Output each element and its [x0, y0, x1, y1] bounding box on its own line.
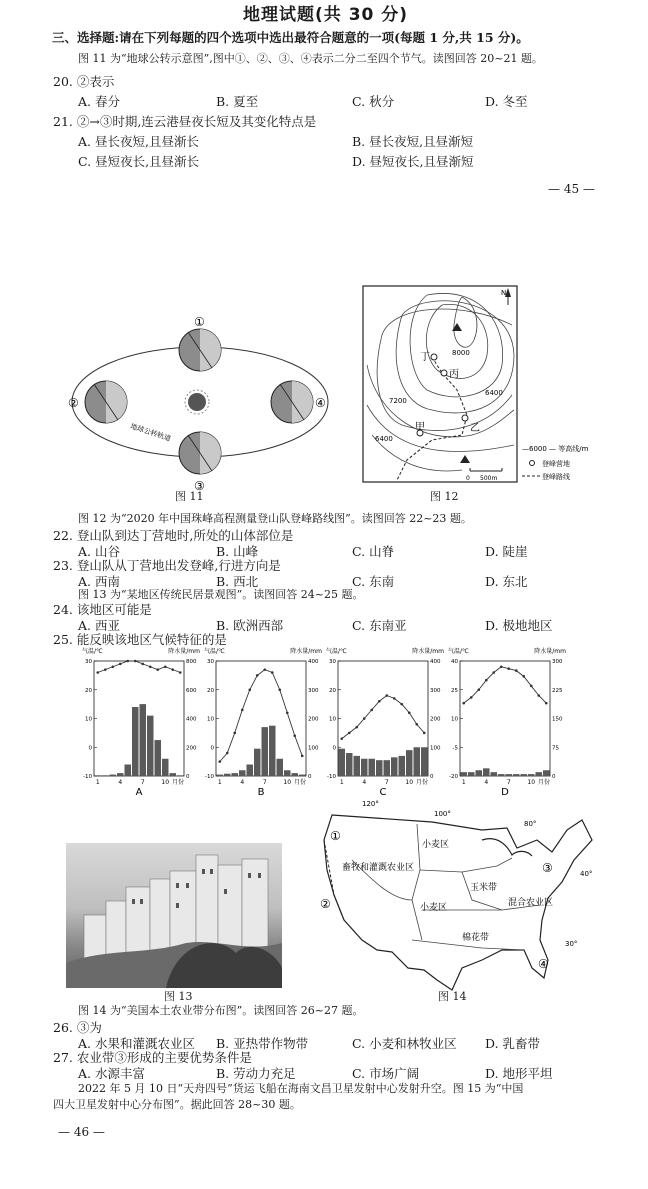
lat-30: 30° — [565, 940, 578, 948]
fig14-label-4: ④ — [538, 957, 549, 971]
precip-bar — [284, 770, 291, 776]
precip-bar — [177, 775, 184, 776]
precip-tick-label: 200 — [308, 716, 319, 723]
intro-fig15-line2: 四大卫星发射中心分布图”。据此回答 28~30 题。 — [53, 1098, 301, 1111]
x-tick-label: 1 — [339, 779, 344, 786]
precip-bar — [155, 740, 162, 776]
legend-route: 登峰路线 — [542, 473, 570, 481]
region-mixed: 混合农业区 — [508, 898, 554, 908]
precip-bar — [406, 750, 413, 776]
precip-bar — [140, 704, 147, 776]
region-range-irrigation: 畜牧和灌溉农业区 — [342, 863, 415, 873]
precip-bar — [468, 772, 475, 776]
q24-stem: 24. 该地区可能是 — [53, 602, 152, 617]
x-tick-label: 4 — [240, 779, 245, 786]
precip-bar — [224, 774, 231, 776]
precip-bar — [254, 749, 261, 776]
temp-point — [530, 685, 533, 688]
temp-point — [278, 688, 281, 691]
x-tick-label: 10 — [527, 779, 536, 786]
climate-chart-B — [204, 643, 322, 798]
climate-chart-A — [82, 643, 200, 798]
figure-11-orbit — [60, 310, 330, 500]
page-number-46: — 46 — — [58, 1125, 105, 1139]
precip-bar — [414, 747, 421, 776]
precip-bar — [376, 760, 383, 776]
precip-bar — [498, 774, 505, 776]
precip-tick-label: 200 — [186, 745, 197, 752]
temp-line — [464, 667, 547, 703]
precip-bar — [391, 757, 398, 776]
temp-point — [415, 723, 418, 726]
region-wheat-south: 小麦区 — [420, 903, 448, 913]
q26-option-a[interactable]: A. 水果和灌溉农业区 — [78, 1036, 195, 1051]
precip-tick-label: 0 — [308, 774, 312, 780]
fig11-caption: 图 11 — [175, 490, 204, 503]
intro-fig12: 图 12 为“2020 年中国珠峰高程测量登山队登峰路线图”。读图回答 22~23 题。 — [78, 512, 472, 525]
legend-camp: 登峰营地 — [542, 460, 570, 468]
temp-point — [149, 665, 152, 668]
x-tick-label: 4 — [484, 779, 489, 786]
camp-yi — [462, 415, 468, 421]
chart-label: C — [379, 787, 387, 798]
temp-tick-label: 30 — [329, 659, 336, 665]
temp-tick-label: -10 — [327, 774, 336, 780]
fig13-photo — [66, 843, 282, 988]
ylabel-right: 降水量/mm — [534, 648, 566, 655]
temp-tick-label: -10 — [205, 774, 214, 780]
precip-tick-label: 400 — [186, 716, 197, 723]
q22-option-d[interactable]: D. 陡崖 — [485, 544, 528, 559]
temp-point — [408, 711, 411, 714]
q23-option-d[interactable]: D. 东北 — [485, 574, 528, 589]
lon-80: 80° — [524, 820, 537, 828]
precip-bar — [361, 759, 368, 776]
section-heading: 三、选择题:请在下列每题的四个选项中选出最符合题意的一项(每题 1 分,共 15 分)。 — [52, 30, 529, 45]
temp-tick-label: 10 — [85, 716, 92, 723]
orbit-label: 地球公转轨道 — [129, 422, 172, 443]
temp-point — [119, 663, 122, 666]
temp-line — [220, 670, 303, 762]
legend-contour: —6000 — 等高线/m — [522, 445, 589, 453]
precip-bar — [384, 760, 391, 776]
lon-120: 120° — [362, 800, 379, 808]
xlabel: 月份 — [415, 779, 428, 786]
q24-option-c[interactable]: C. 东南亚 — [352, 618, 407, 633]
xlabel: 月份 — [293, 779, 306, 786]
q27-option-b[interactable]: B. 劳动力充足 — [216, 1066, 296, 1081]
precip-tick-label: 200 — [430, 716, 441, 723]
temp-point — [256, 674, 259, 677]
legend-camp-icon — [530, 461, 535, 466]
ylabel-right: 降水量/mm — [412, 648, 444, 655]
q26-option-b[interactable]: B. 亚热带作物带 — [216, 1036, 309, 1051]
temp-point — [301, 755, 304, 758]
climate-chart-D — [448, 643, 566, 798]
fig12-caption: 图 12 — [430, 490, 459, 503]
label-ding: 丁 — [420, 352, 430, 363]
q26-option-d[interactable]: D. 乳畜带 — [485, 1036, 541, 1051]
earth-1 — [179, 329, 221, 371]
precip-bar — [506, 774, 513, 776]
temp-point — [126, 660, 129, 663]
earth-3 — [179, 432, 221, 474]
q24-option-d[interactable]: D. 极地地区 — [485, 618, 553, 633]
fig11-label-3: ③ — [194, 479, 205, 493]
temp-tick-label: 30 — [207, 659, 214, 665]
xlabel: 月份 — [171, 779, 184, 786]
precip-tick-label: 300 — [308, 687, 319, 694]
precip-bar — [543, 770, 550, 776]
precip-bar — [262, 727, 269, 776]
q21-option-d[interactable]: D. 昼短夜长,且昼渐短 — [352, 154, 474, 169]
temp-tick-label: 20 — [329, 687, 336, 694]
precip-bar — [232, 773, 239, 776]
precip-tick-label: 300 — [430, 687, 441, 694]
x-tick-label: 10 — [283, 779, 292, 786]
temp-point — [485, 679, 488, 682]
temp-point — [293, 734, 296, 737]
temp-tick-label: 10 — [207, 716, 214, 723]
precip-tick-label: 0 — [430, 774, 434, 780]
q24-option-a[interactable]: A. 西亚 — [78, 618, 120, 633]
q22-option-b[interactable]: B. 山峰 — [216, 544, 259, 559]
q27-option-a[interactable]: A. 水源丰富 — [78, 1066, 145, 1081]
temp-point — [545, 702, 548, 705]
precip-bar — [292, 773, 299, 776]
q27-option-c[interactable]: C. 市场广阔 — [352, 1066, 420, 1081]
precip-bar — [269, 726, 276, 776]
temp-tick-label: 0 — [88, 745, 92, 752]
precip-bar — [369, 759, 376, 776]
figure-14-us-agri-map — [312, 800, 602, 1000]
sun — [188, 393, 206, 411]
temp-tick-label: 30 — [85, 659, 92, 665]
fig14-label-3: ③ — [542, 861, 553, 875]
ylabel-right: 降水量/mm — [290, 648, 322, 655]
precip-bar — [476, 770, 483, 776]
temp-point — [164, 665, 167, 668]
q25-stem: 25. 能反映该地区气候特征的是 — [53, 632, 227, 647]
x-tick-label: 4 — [118, 779, 123, 786]
ylabel-left: 气温/℃ — [448, 648, 469, 655]
label-yi: 乙 — [470, 423, 480, 434]
precip-bar — [170, 773, 177, 776]
precip-bar — [217, 775, 224, 776]
temp-point — [156, 668, 159, 671]
precip-bar — [110, 775, 117, 776]
region-corn-belt: 玉米带 — [470, 883, 498, 893]
chart-label: A — [135, 787, 143, 798]
fig14-caption: 图 14 — [438, 990, 467, 1003]
plot-frame — [94, 661, 184, 776]
earth-4 — [271, 381, 313, 423]
ylabel-left: 气温/℃ — [82, 648, 103, 655]
precip-bar — [483, 768, 490, 776]
temp-point — [241, 709, 244, 712]
precip-bar — [125, 765, 132, 777]
fig11-label-1: ① — [194, 315, 205, 329]
q20-option-d[interactable]: D. 冬至 — [485, 94, 528, 109]
temp-point — [515, 669, 518, 672]
temp-point — [348, 732, 351, 735]
precip-tick-label: 0 — [552, 774, 556, 780]
fig13-caption: 图 13 — [164, 990, 193, 1003]
precip-tick-label: 800 — [186, 659, 197, 665]
temp-tick-label: -20 — [449, 774, 458, 780]
q23-stem: 23. 登山队从丁营地出发登峰,行进方向是 — [53, 558, 281, 573]
temp-tick-label: 0 — [210, 745, 214, 752]
ylabel-left: 气温/℃ — [326, 648, 347, 655]
q23-option-b[interactable]: B. 西北 — [216, 574, 259, 589]
fig13-buildings — [66, 843, 282, 988]
precip-bar — [421, 747, 428, 776]
temp-point — [141, 663, 144, 666]
precip-bar — [95, 775, 102, 776]
q22-option-a[interactable]: A. 山谷 — [78, 544, 120, 559]
svg-text:N: N — [501, 289, 507, 297]
precip-bar — [354, 756, 361, 776]
precip-bar — [346, 753, 353, 776]
chart-label: B — [257, 787, 265, 798]
precip-bar — [513, 774, 520, 776]
q21-stem: 21. ②→③时期,连云港昼夜长短及其变化特点是 — [53, 114, 317, 129]
x-tick-label: 1 — [217, 779, 222, 786]
fig14-label-2: ② — [320, 897, 331, 911]
temp-point — [218, 760, 221, 763]
page-number-45: — 45 — — [548, 182, 595, 196]
q22-stem: 22. 登山队到达丁营地时,所处的山体部位是 — [53, 528, 294, 543]
x-tick-label: 1 — [461, 779, 466, 786]
temp-tick-label: -5 — [452, 745, 458, 752]
precip-bar — [299, 775, 306, 776]
label-bing: 丙 — [449, 369, 459, 380]
temp-point — [423, 732, 426, 735]
temp-point — [286, 711, 289, 714]
temp-point — [179, 671, 182, 674]
precip-tick-label: 600 — [186, 687, 197, 694]
temp-tick-label: 10 — [329, 716, 336, 723]
temp-point — [340, 737, 343, 740]
temp-tick-label: 25 — [451, 687, 458, 694]
temp-point — [393, 697, 396, 700]
ylabel-right: 降水量/mm — [168, 648, 200, 655]
q20-option-a[interactable]: A. 春分 — [78, 94, 120, 109]
x-tick-label: 7 — [140, 779, 145, 786]
camp-ding — [431, 354, 437, 360]
earth-2 — [85, 381, 127, 423]
fig14-label-1: ① — [330, 829, 341, 843]
precip-bar — [239, 770, 246, 776]
precip-bar — [491, 772, 498, 776]
contour-8000: 8000 — [452, 349, 470, 357]
precip-bar — [132, 707, 139, 776]
precip-tick-label: 225 — [552, 687, 563, 694]
x-tick-label: 7 — [262, 779, 267, 786]
precip-bar — [536, 772, 543, 776]
precip-bar — [528, 774, 535, 776]
chart-label: D — [501, 787, 509, 798]
temp-tick-label: 0 — [332, 745, 336, 752]
temp-tick-label: -10 — [83, 774, 92, 780]
temp-point — [111, 665, 114, 668]
precip-bar — [399, 756, 406, 776]
lat-40: 40° — [580, 870, 593, 878]
temp-point — [477, 688, 480, 691]
precip-tick-label: 150 — [552, 716, 563, 723]
temp-point — [134, 660, 137, 663]
intro-fig14: 图 14 为“美国本土农业带分布图”。读图回答 26~27 题。 — [78, 1004, 364, 1017]
q23-option-a[interactable]: A. 西南 — [78, 574, 120, 589]
temp-point — [104, 668, 107, 671]
temp-point — [226, 752, 229, 755]
intro-fig15-line1: 2022 年 5 月 10 日“天舟四号”货运飞船在海南文昌卫星发射中心发射升空。图 15 为“中国 — [78, 1082, 524, 1095]
temp-point — [507, 667, 510, 670]
contour-6400-west: 6400 — [375, 435, 393, 443]
temp-point — [400, 703, 403, 706]
temp-point — [263, 668, 266, 671]
label-jia: 甲 — [415, 422, 425, 433]
intro-fig13: 图 13 为“某地区传统民居景观图”。读图回答 24~25 题。 — [78, 588, 364, 601]
svg-text:500m: 500m — [480, 475, 498, 482]
precip-tick-label: 300 — [552, 659, 563, 665]
temp-point — [96, 671, 99, 674]
x-tick-label: 10 — [405, 779, 414, 786]
precip-bar — [162, 759, 169, 776]
x-tick-label: 10 — [161, 779, 170, 786]
fig11-label-2: ② — [68, 396, 79, 410]
temp-point — [233, 732, 236, 735]
temp-point — [385, 694, 388, 697]
q26-option-c[interactable]: C. 小麦和林牧业区 — [352, 1036, 457, 1051]
plot-frame — [216, 661, 306, 776]
map-frame — [363, 286, 517, 482]
climate-chart-C — [326, 643, 444, 798]
precip-bar — [102, 775, 109, 776]
contour-7200: 7200 — [389, 397, 407, 405]
q27-option-d[interactable]: D. 地形平坦 — [485, 1066, 553, 1081]
precip-bar — [147, 716, 154, 776]
precip-bar — [277, 759, 284, 776]
q22-option-c[interactable]: C. 山脊 — [352, 544, 395, 559]
q27-stem: 27. 农业带③形成的主要优势条件是 — [53, 1050, 252, 1065]
precip-bar — [339, 749, 346, 776]
temp-point — [363, 717, 366, 720]
temp-tick-label: 40 — [451, 659, 458, 665]
temp-point — [378, 700, 381, 703]
precip-tick-label: 100 — [308, 745, 319, 752]
q24-option-b[interactable]: B. 欧洲西部 — [216, 618, 284, 633]
q23-option-c[interactable]: C. 东南 — [352, 574, 395, 589]
temp-tick-label: 20 — [85, 687, 92, 694]
precip-bar — [521, 774, 528, 776]
temp-point — [271, 671, 274, 674]
svg-text:0: 0 — [466, 475, 470, 482]
contour-6400-east: 6400 — [485, 389, 503, 397]
lon-100: 100° — [434, 810, 451, 818]
q21-option-a[interactable]: A. 昼长夜短,且昼渐长 — [78, 134, 199, 149]
page-title: 地理试题(共 30 分) — [243, 5, 409, 25]
temp-point — [248, 688, 251, 691]
precip-bar — [117, 773, 124, 776]
camp-bing — [441, 370, 447, 376]
x-tick-label: 7 — [506, 779, 511, 786]
precip-tick-label: 0 — [186, 774, 190, 780]
q20-stem: 20. ②表示 — [53, 74, 115, 89]
temp-line — [342, 696, 425, 739]
temp-point — [537, 694, 540, 697]
precip-bar — [461, 772, 468, 776]
temp-point — [370, 709, 373, 712]
temp-tick-label: 10 — [451, 716, 458, 723]
figure-12-route-map — [362, 285, 612, 485]
precip-tick-label: 75 — [552, 745, 559, 752]
xlabel: 月份 — [537, 779, 550, 786]
temp-point — [522, 675, 525, 678]
temp-point — [492, 671, 495, 674]
precip-bar — [247, 765, 254, 777]
temp-point — [355, 726, 358, 729]
temp-tick-label: 20 — [207, 687, 214, 694]
x-tick-label: 1 — [95, 779, 100, 786]
q20-option-b[interactable]: B. 夏至 — [216, 94, 259, 109]
x-tick-label: 7 — [384, 779, 389, 786]
temp-point — [500, 665, 503, 668]
ylabel-left: 气温/℃ — [204, 648, 225, 655]
q21-option-b[interactable]: B. 昼长夜短,且昼渐短 — [352, 134, 474, 149]
x-tick-label: 4 — [362, 779, 367, 786]
temp-point — [462, 702, 465, 705]
precip-tick-label: 100 — [430, 745, 441, 752]
precip-tick-label: 400 — [430, 659, 441, 665]
q26-stem: 26. ③为 — [53, 1020, 102, 1035]
temp-point — [470, 696, 473, 699]
region-wheat-north: 小麦区 — [422, 840, 450, 850]
fig11-label-4: ④ — [315, 396, 326, 410]
temp-line — [98, 661, 181, 673]
precip-tick-label: 400 — [308, 659, 319, 665]
plot-frame — [460, 661, 550, 776]
temp-point — [171, 668, 174, 671]
intro-fig11: 图 11 为“地球公转示意图”,图中①、②、③、④表示二分二至四个节气。读图回答 20~21 题。 — [78, 52, 543, 65]
q21-option-c[interactable]: C. 昼短夜长,且昼渐长 — [78, 154, 200, 169]
q20-option-c[interactable]: C. 秋分 — [352, 94, 395, 109]
region-cotton-belt: 棉花带 — [462, 933, 490, 943]
